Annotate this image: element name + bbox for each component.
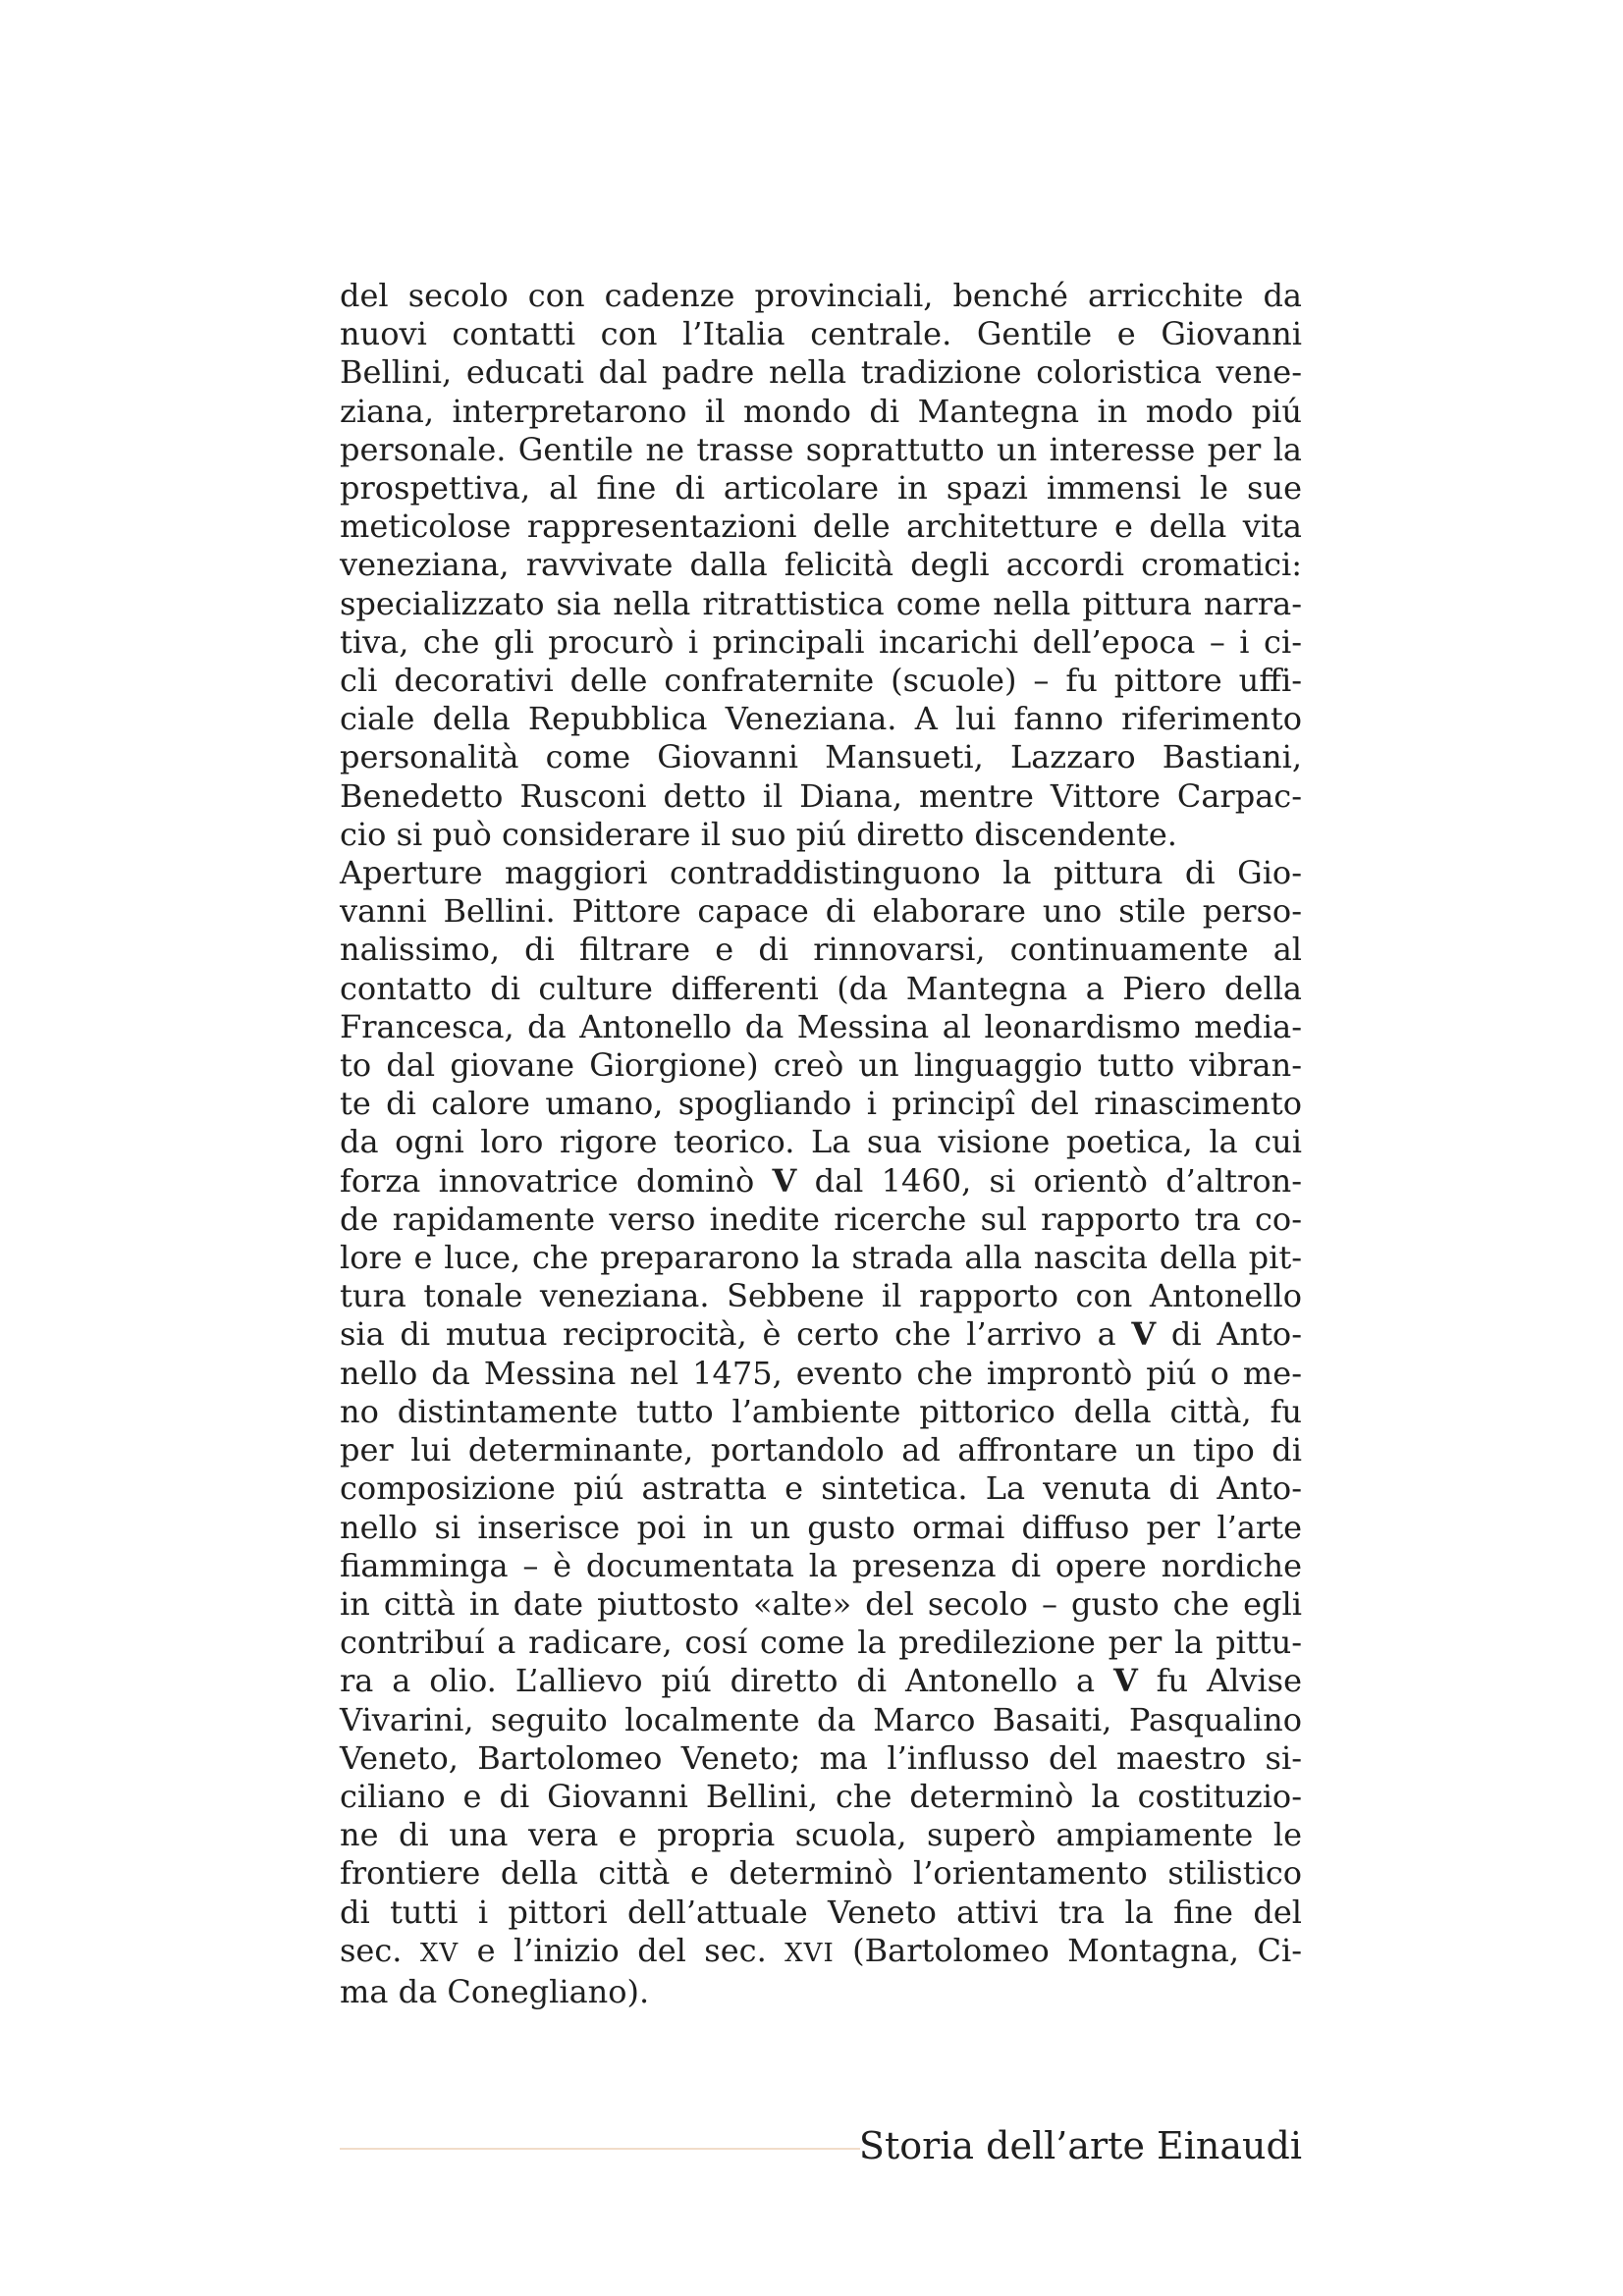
text-line <box>340 1585 1302 1624</box>
text-segment: Vivarini, seguito localmente da Marco Basaiti, Pasqualino <box>340 1700 1302 1738</box>
text-segment: ciliano e di Giovanni Bellini, che determinò la costituzio- <box>340 1777 1302 1815</box>
text-segment: fiamminga – è documentata la presenza di opere nordiche <box>340 1546 1302 1584</box>
text-segment: tiva, che gli procurò i principali incarichi dell’epoca – i ci- <box>340 622 1302 661</box>
text-line <box>340 1431 1302 1469</box>
text-line <box>340 1046 1302 1085</box>
text-segment: di tutti i pittori dell’attuale Veneto attivi tra la fine del <box>340 1893 1302 1931</box>
text-segment: personalità come Giovanni Mansueti, Lazzaro Bastiani, <box>340 738 1302 776</box>
text-segment: frontiere della città e determinò l’orientamento stilistico <box>340 1854 1302 1893</box>
text-segment: no distintamente tutto l’ambiente pittorico della città, fu <box>340 1392 1302 1430</box>
text-segment: cio si può considerare il suo piú diretto discendente. <box>340 815 1177 853</box>
century-numeral: XVI <box>784 1938 835 1968</box>
text-segment: sec. <box>340 1931 420 1969</box>
text-segment: lore e luce, che prepararono la strada alla nascita della pit- <box>340 1239 1302 1277</box>
text-line <box>340 277 1302 315</box>
text-line <box>340 623 1302 662</box>
text-segment: ciale della Repubblica Veneziana. A lui fanno riferimento <box>340 700 1302 738</box>
text-segment: contatto di culture differenti (da Mantegna a Piero della <box>340 969 1302 1007</box>
text-line <box>340 1239 1302 1277</box>
text-line <box>340 1355 1302 1393</box>
text-segment: veneziana, ravvivate dalla felicità degli accordi cromatici: <box>340 546 1302 584</box>
text-line <box>340 1162 1302 1201</box>
text-line <box>340 1315 1302 1354</box>
body-text <box>340 277 1302 2011</box>
text-line <box>340 854 1302 892</box>
text-segment: contribuí a radicare, cosí come la predilezione per la pittu- <box>340 1624 1302 1662</box>
text-line <box>340 393 1302 431</box>
text-line <box>340 931 1302 969</box>
text-segment: nuovi contatti con l’Italia centrale. Gentile e Giovanni <box>340 315 1302 353</box>
text-segment: vanni Bellini. Pittore capace di elaborare uno stile perso- <box>340 892 1302 931</box>
footer-rule <box>340 2148 860 2150</box>
text-line <box>340 1123 1302 1161</box>
text-segment: nello da Messina nel 1475, evento che improntò piú o me- <box>340 1354 1302 1392</box>
text-segment: composizione piú astratta e sintetica. La venuta di Anto- <box>340 1469 1302 1508</box>
text-line <box>340 507 1302 546</box>
place-abbreviation: V <box>772 1161 797 1200</box>
text-segment: nalissimo, di filtrare e di rinnovarsi, continuamente al <box>340 931 1302 969</box>
text-segment: fu Alvise <box>1137 1662 1303 1700</box>
text-line <box>340 1393 1302 1431</box>
text-segment: prospettiva, al fine di articolare in spazi immensi le sue <box>340 469 1302 507</box>
text-line <box>340 546 1302 584</box>
text-segment: Aperture maggiori contraddistinguono la pittura di Gio- <box>340 854 1302 892</box>
text-line <box>340 892 1302 931</box>
text-segment: ne di una vera e propria scuola, superò ampiamente le <box>340 1816 1302 1854</box>
text-segment: da ogni loro rigore teorico. La sua visione poetica, la cui <box>340 1123 1302 1161</box>
place-abbreviation: V <box>1112 1662 1138 1700</box>
place-abbreviation: V <box>1131 1315 1157 1354</box>
text-line <box>340 777 1302 816</box>
text-segment: personale. Gentile ne trasse soprattutto un interesse per la <box>340 430 1302 468</box>
text-segment: de rapidamente verso inedite ricerche sul rapporto tra co- <box>340 1200 1302 1238</box>
text-segment: nello si inserisce poi in un gusto ormai diffuso per l’arte <box>340 1508 1302 1546</box>
text-line <box>340 1547 1302 1585</box>
text-line <box>340 1739 1302 1778</box>
text-line <box>340 1008 1302 1046</box>
text-segment: te di calore umano, spogliando i principî del rinascimento <box>340 1085 1302 1123</box>
text-segment: Veneto, Bartolomeo Veneto; ma l’influsso del maestro si- <box>340 1738 1302 1777</box>
text-line <box>340 1662 1302 1700</box>
text-line <box>340 1854 1302 1893</box>
text-line <box>340 585 1302 623</box>
text-segment: cli decorativi delle confraternite (scuole) – fu pittore uffi- <box>340 662 1302 700</box>
text-line <box>340 1778 1302 1816</box>
text-segment: to dal giovane Giorgione) creò un linguaggio tutto vibran- <box>340 1046 1302 1085</box>
text-line <box>340 1894 1302 1932</box>
text-line <box>340 1509 1302 1547</box>
text-segment: Bellini, educati dal padre nella tradizione coloristica vene- <box>340 353 1302 392</box>
text-segment: in città in date piuttosto «alte» del secolo – gusto che egli <box>340 1584 1302 1623</box>
text-segment: e l’inizio del sec. <box>459 1931 785 1969</box>
text-line <box>340 662 1302 700</box>
text-segment: ma da Conegliano). <box>340 1972 650 2010</box>
text-segment: meticolose rappresentazioni delle architetture e della vita <box>340 507 1302 546</box>
text-segment: ra a olio. L’allievo piú diretto di Antonello a <box>340 1662 1113 1700</box>
text-segment: ziana, interpretarono il mondo di Mantegna in modo piú <box>340 392 1302 430</box>
text-line <box>340 970 1302 1008</box>
text-line <box>340 1932 1302 1973</box>
text-segment: Benedetto Rusconi detto il Diana, mentre Vittore Carpac- <box>340 776 1302 815</box>
text-line <box>340 315 1302 353</box>
text-segment: Francesca, da Antonello da Messina al leonardismo media- <box>340 1007 1302 1045</box>
text-line <box>340 1277 1302 1315</box>
text-line <box>340 816 1302 854</box>
footer-title: Storia dell’arte Einaudi <box>858 2124 1302 2167</box>
text-segment: dal 1460, si orientò d’altron- <box>796 1161 1303 1200</box>
text-line <box>340 1085 1302 1123</box>
text-line <box>340 353 1302 392</box>
text-segment: sia di mutua reciprocità, è certo che l’arrivo a <box>340 1315 1132 1354</box>
text-line <box>340 431 1302 469</box>
text-line <box>340 700 1302 738</box>
text-segment: tura tonale veneziana. Sebbene il rapporto con Antonello <box>340 1277 1302 1315</box>
text-segment: per lui determinante, portandolo ad affrontare un tipo di <box>340 1431 1302 1469</box>
text-line <box>340 1624 1302 1662</box>
text-line <box>340 1973 1302 2011</box>
text-segment: specializzato sia nella ritrattistica come nella pittura narra- <box>340 584 1302 622</box>
text-segment: (Bartolomeo Montagna, Ci- <box>834 1931 1302 1969</box>
text-line <box>340 1816 1302 1854</box>
century-numeral: XV <box>419 1938 460 1968</box>
text-segment: del secolo con cadenze provinciali, benché arricchite da <box>340 277 1302 314</box>
text-segment: di Anto- <box>1156 1315 1303 1354</box>
text-line <box>340 469 1302 507</box>
text-line <box>340 1201 1302 1239</box>
text-segment: forza innovatrice dominò <box>340 1161 773 1200</box>
text-line <box>340 1701 1302 1739</box>
text-line <box>340 1469 1302 1508</box>
text-line <box>340 738 1302 776</box>
